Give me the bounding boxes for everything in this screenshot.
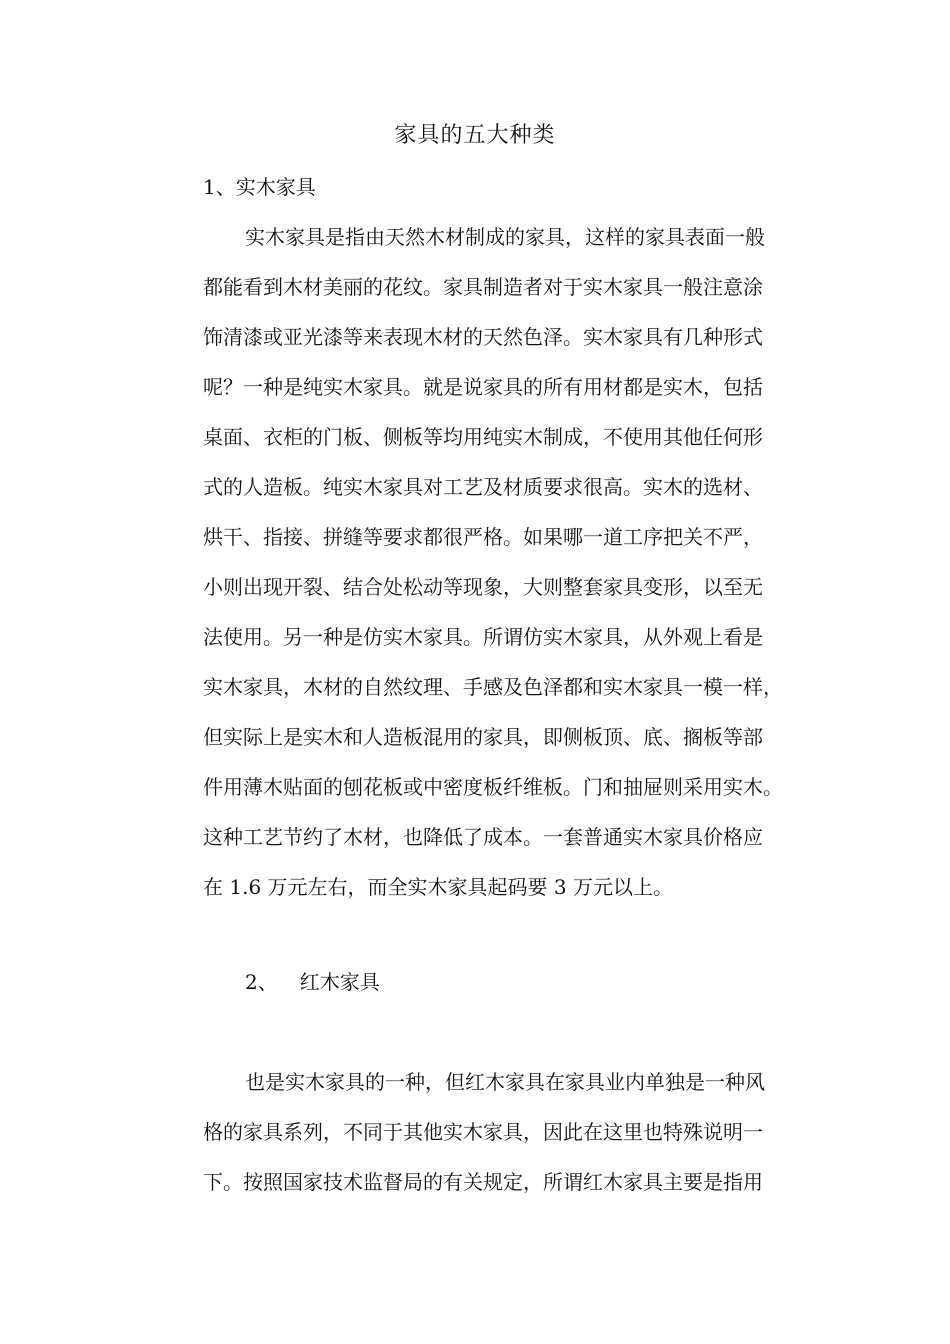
paragraph-line: 下。按照国家技术监督局的有关规定，所谓红木家具主要是指用 — [203, 1170, 763, 1194]
paragraph-line: 烘干、指接、拼缝等要求都很严格。如果哪一道工序把关不严， — [203, 525, 763, 549]
section-heading-text: 红木家具 — [299, 970, 380, 994]
paragraph-line: 呢？一种是纯实木家具。就是说家具的所有用材都是实木，包括 — [203, 375, 763, 399]
paragraph-line: 格的家具系列，不同于其他实木家具，因此在这里也特殊说明一 — [203, 1120, 763, 1144]
paragraph-line: 饰清漆或亚光漆等来表现木材的天然色泽。实木家具有几种形式 — [203, 325, 763, 349]
paragraph-line: 在 1.6 万元左右，而全实木家具起码要 3 万元以上。 — [203, 875, 673, 899]
paragraph-line: 但实际上是实木和人造板混用的家具，即侧板顶、底、搁板等部 — [203, 725, 763, 749]
paragraph-line: 法使用。另一种是仿实木家具。所谓仿实木家具，从外观上看是 — [203, 625, 763, 649]
document-title: 家具的五大种类 — [394, 123, 556, 148]
section-heading-number: 2、 — [245, 970, 278, 994]
paragraph-line: 小则出现开裂、结合处松动等现象，大则整套家具变形，以至无 — [203, 575, 763, 599]
paragraph-line: 实木家具，木材的自然纹理、手感及色泽都和实木家具一模一样， — [203, 675, 783, 699]
paragraph-line: 都能看到木材美丽的花纹。家具制造者对于实木家具一般注意涂 — [203, 275, 763, 299]
paragraph-line: 实木家具是指由天然木材制成的家具，这样的家具表面一般 — [245, 225, 765, 249]
section-paragraph-solid-wood — [203, 212, 806, 912]
paragraph-line: 式的人造板。纯实木家具对工艺及材质要求很高。实木的选材、 — [203, 475, 763, 499]
paragraph-line: 件用薄木贴面的刨花板或中密度板纤维板。门和抽屉则采用实木。 — [203, 775, 783, 799]
section-heading-solid-wood: 1、实木家具 — [203, 175, 316, 199]
section-heading-redwood — [245, 967, 380, 997]
paragraph-line: 也是实木家具的一种，但红木家具在家具业内单独是一种风 — [245, 1070, 765, 1094]
paragraph-line: 桌面、衣柜的门板、侧板等均用纯实木制成，不使用其他任何形 — [203, 425, 763, 449]
section-paragraph-redwood — [203, 1057, 806, 1207]
paragraph-line: 这种工艺节约了木材，也降低了成本。一套普通实木家具价格应 — [203, 825, 763, 849]
